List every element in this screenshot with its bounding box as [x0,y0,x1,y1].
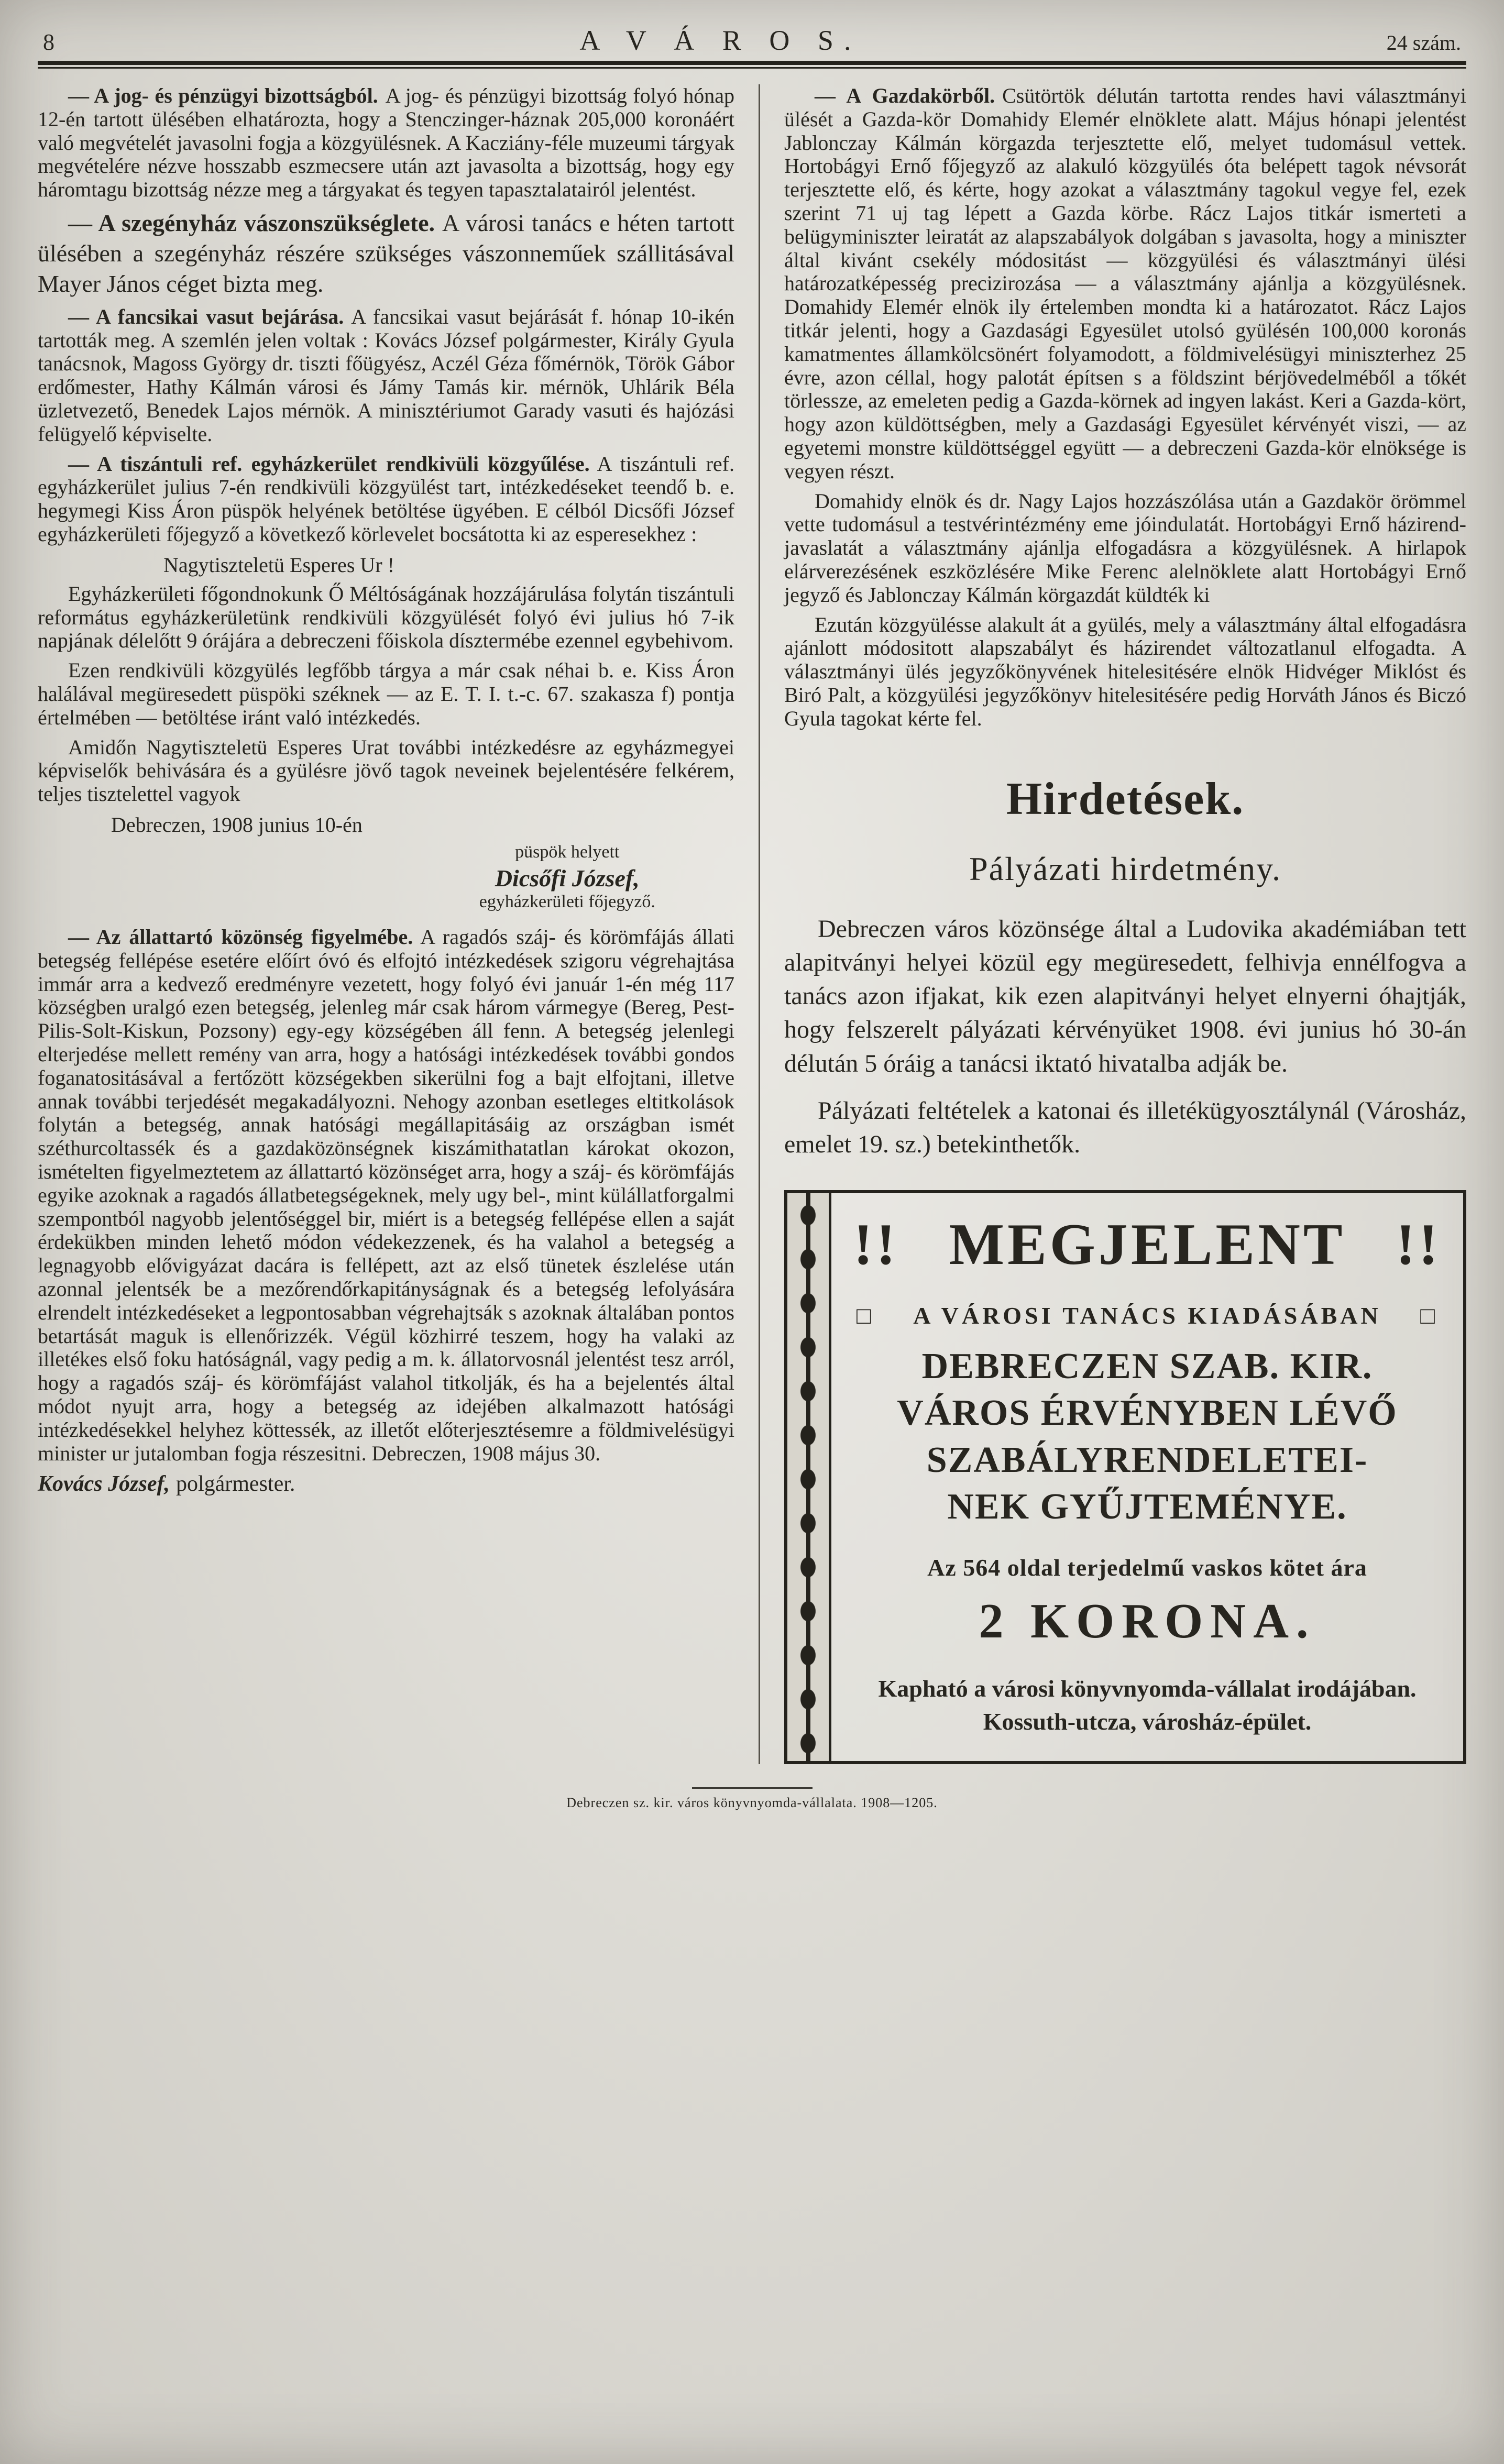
palyazat-title: Pályázati hirdetmény. [969,850,1281,887]
signature-role: püspök helyett [515,842,620,862]
availability-line: Kapható a városi könyvnyomda-vállalat irodájában. Kossuth-utcza, városház-épület. [878,1675,1417,1735]
square-bullet-icon: □ [857,1302,874,1329]
header-rule [38,61,1466,69]
advert-title-line: NEK GYŰJTEMÉNYE. [947,1487,1347,1527]
advert-title-line: DEBRECZEN SZAB. KIR. [921,1346,1373,1387]
article-body: Csütörtök délután tartotta rendes havi választmányi ülését a Gazda-kör Domahidy Elemér elnöklete alatt. Május hónapi jelentést Jablonczay Kálmán körgazda terjesztette elő, melyet tudomásul vettek. Hortobágyi Ernő főjegyző az alakuló közgyülés óta belépett tagok névsorát terjesztette elő, és kérte, hogy azokat a választmány tagokul vegye fel, ezek szerint 71 uj tag lépett a Gazda körbe. Rácz Lajos titkár ismerteti a belügyminiszter leiratát az alapszabályok dolgában s javasolta, hogy a miniszter által kivánt csekély módositást — közgyülési és választmányi ülési határozatképesség precizirozása — a választmány ajánlja a közgyülésnek. Domahidy Elemér elnök ily értelemben mondta ki a határozatot. Rácz Lajos titkár jelenti, hogy a Gazdasági Egyesület utolsó gyülésén 100,000 koronás kamatmentes államkölcsönért folyamodott, a földmivelésügyi miniszterhez 25 évre, azon céllal, hogy palotát építsen s a földszint bérjövedelméből a tőkét törlessze, az emeleten pedig a Gazda-körnek ad ingyen lakást. Keri a Gazda-kört, hogy azon küldöttségben, mely a Gazdasági Egyesület kérvényét viszi, — az egyetemi monstre küldöttséggel együtt — a debreczeni Gazda-kör elnöksége is vegyen részt. [784,84,1466,483]
circular-salutation: Nagytiszteletü Esperes Ur ! [163,553,394,577]
circular-letter [38,553,734,912]
signature-title: egyházkerületi főjegyző. [479,892,655,911]
article-lead: — A jog- és pénzügyi bizottságból. [68,84,378,107]
page-header [38,24,1466,57]
signature-name: Dicsőfi József, [495,864,640,892]
article-gazdakor-paragraph: Ezután közgyülésse alakult át a gyülés, mely a választmány által elfogadásra ajánlott módositott alapszabályt és házirendet változatlanul elfogadta. A választmányi ülés jegyzőkönyvének hitelesitésére elnök Hidvéger Miklóst és Biró Palt, a közgyülési jegyzőkönyv hitelesitésére pedig Horváth János és Biczó Gyula tagokat kérte fel. [784,612,1466,730]
article-egyhazkerulet [38,453,734,546]
article-body: A jog- és pénzügyi bizottság folyó hónap 12-én tartott ülésében elhatározta, hogy a Stenczinger-háznak 205,000 koronáért való megvételét javasolni fogja a közgyülésnek. A Kacziány-féle muzeumi tárgyak megvételére nézve hosszabb eszmecsere után azt javasolta a bizottság, hogy egy háromtagu bizottság nézze meg a tárgyakat és tegyen tapasztalatairól jelentést. [38,84,734,202]
article-lead: — A fancsikai vasut bejárása. [68,304,344,328]
price-line: 2 KORONA. [979,1594,1316,1649]
left-column [38,84,734,1764]
right-column [784,84,1466,1764]
article-penzugyi-bizottsag [38,84,734,202]
square-bullet-icon: □ [1420,1302,1438,1329]
ads-section-heading: Hirdetések. [1006,773,1245,824]
article-gazdakor [784,84,1466,483]
exclamation-right-icon: !! [1396,1212,1441,1277]
circular-paragraph: Ezen rendkivüli közgyülés legfőbb tárgya a már csak néhai b. e. Kiss Áron halálával megüresedett püspöki széknek — az E. T. I. t.-c. 67. szakasza f) pontja értelmében — betöltése iránt való intézkedés. [38,658,734,729]
palyazat-paragraph: Pályázati feltételek a katonai és illetékügyosztálynál (Városház, emelet 19. sz.) betekinthetők. [784,1097,1466,1159]
article-lead: — Az állattartó közönség figyelmébe. [68,925,413,949]
publisher-line: A VÁROSI TANÁCS KIADÁSÁBAN [913,1302,1381,1329]
signature-title: polgármester. [175,1472,295,1497]
volume-line: Az 564 oldal terjedelmű vaskos kötet ára [927,1554,1367,1581]
article-body: A tiszántuli ref. egyházkerület julius 7-én rendkivüli közgyülést tart, intézkedéseket teendő b. e. hegymegi Kiss Áron püspök helyének betöltése ügyében. E célból Dicsőfi József egyházkerületi főjegyző a következő körlevelet bocsátotta ki az esperesekhez : [38,452,734,546]
article-gazdakor-paragraph: Domahidy elnök és dr. Nagy Lajos hozzászólása után a Gazdakör örömmel vette tudomásul a testvérintézmény eme jóindulatát. Hortobágyi Ernő házirend-javaslatát a választmány ajánlja elfogadásra a közgyülésnek. A hirlapok elárverezésének eszközlésére Mike Ferenc alelnöklete alatt Hortobágyi Ernő jegyző és Jablonczay Kálmán körgazdát küldték ki [784,489,1466,607]
article-lead: — A Gazdakörből. [815,84,995,107]
article-lead: — A szegényház vászonszükséglete. [68,209,435,236]
imprint-footer [38,1787,1466,1811]
issue-number: 24 szám. [1386,31,1461,54]
article-body: A ragadós száj- és körömfájás állati betegség fellépése esetére előírt óvó és elfojtó intézkedések szigoru végrehajtása immár arra a kedvező eredményre vezetett, hogy folyó évi január 1-én még 117 községben uralgó ezen betegség, jelenleg már csak három vármegye (Bereg, Pest-Pilis-Solt-Kiskun, Pozsony) egy-egy községében áll fenn. A betegség jelenlegi elterjedése mellett remény van arra, hogy a hatósági intézkedések további gondos foganatositásával a fertőzött községekben sikerülni fog a bajt elfojtani, illetve annak további terjedését megakadályozni. Nehogy azonban esetleges eltitkolások folytán a betegség, annak hatósági megállapitásáig az országban ismét széthurcoltassék és a gazdaközönségnek kiszámithatatlan károkat okozon, ismételten figyelmeztetem az állattartó közönséget arra, hogy a száj- és körömfájás egyike azoknak a ragadós állatbetegségeknek, mely ugy bel-, mint külállatforgalmi szempontból nagyobb jelentőséggel bir, miért is a betegség fellépése ellen a saját érdekükben minden lehető módon védekezzenek, és ha valahol a betegség a legnagyobb elővigyázat dacára is fellépett, azt az első tünetek észlelése után azonnal jelentsék be a mezőrendőrkapitányságnak és a betegség lefolyására elrendelt intézkedéseket a legpontosabban végrehajtsák s azoknak általában pontos betartását maguk is ellenőrizzék. Végül közhirré teszem, hogy ha valaki az illetékes első foku hatóságnál, vagy pedig a m. k. állatorvosnál jelentést tesz arról, hogy a ragadós száj- és körömfájást valahol titkolják, és ha a bejelentés által módot nyujt arra, hogy a betegség az idejében alkalmazott hatósági intézkedésekkel helyhez köttessék, az illetőt előterjesztésemre a földmivelésügyi minister ur jutalomban fogja részesitni. Debreczen, 1908 május 30. [38,925,734,1465]
circular-dateline: Debreczen, 1908 junius 10-én [111,812,363,837]
article-fancsikai-vasut [38,305,734,446]
signature-block [400,842,734,912]
ornament-border-icon [787,1193,831,1761]
advert-title-line: SZABÁLYRENDELETEI- [926,1439,1368,1480]
advert-title [853,1343,1441,1531]
page-number: 8 [43,29,54,55]
notice-signature [38,1471,734,1497]
article-body: A fancsikai vasut bejárását f. hónap 10-ikén tartották meg. A szemlén jelen voltak : Kovács József polgármester, Király Gyula tanácsnok, Magoss György dr. tiszti főügyész, Aczél Géza főmérnök, Török Gábor erdőmester, Hathy Kálmán városi és Jámy Tamás kir. mérnök, Uhlárik Béla üzletvezető, Benedek Lajos mérnök. A minisztériumot Garady vasuti és hajózási felügyelő képviselte. [38,304,734,446]
advert-box [784,1190,1466,1764]
column-divider [759,84,760,1764]
masthead-title: A V Á R O S. [579,25,862,56]
advert-title-line: VÁROS ÉRVÉNYBEN LÉVŐ [897,1393,1398,1434]
exclamation-left-icon: !! [853,1212,899,1277]
page-columns [38,84,1466,1764]
palyazat-paragraph: Debreczen város közönsége által a Ludovika akadémiában tett alapitványi helyei közül egy megüresedett, felhivja ennélfogva a tanács azon ifjakat, kik ezen alapitványi helyet elnyerni óhajtják, hogy felszerelt pályázati kérvényüket 1908. évi junius hó 30-án délután 5 óráig a tanácsi iktató hivatalba adják be. [784,915,1466,1077]
circular-paragraph: Egyházkerületi főgondnokunk Ő Méltóságának hozzájárulása folytán tiszántuli református egyházkerületünk rendkivüli közgyülését folyó évi julius hó 7-ik napjának délelőtt 9 órájára a debreczeni főiskola dísztermébe ezennel egybehivom. [38,581,734,653]
circular-paragraph: Amidőn Nagytiszteletü Esperes Urat további intézkedésre az egyházmegyei képviselők behivására és a gyülésre jövő tagok neveinek bejelentésére felkérem, teljes tisztelettel vagyok [38,735,734,806]
article-szegenyhaz [38,208,734,299]
footer-imprint: Debreczen sz. kir. város könyvnyomda-vállalata. 1908—1205. [566,1795,938,1811]
footer-rule [692,1787,813,1789]
advert-headline: MEGJELENT [949,1212,1346,1277]
article-body: A városi tanács e héten tartott ülésében a szegényház részére szükséges vászonneműek szállitásával Mayer János céget bizta meg. [38,209,735,297]
advert-headline-row [853,1211,1441,1279]
signature-name: Kovács József, [38,1472,170,1497]
publisher-row [857,1302,1438,1329]
article-allattarto [38,926,734,1465]
advert-content [831,1193,1463,1761]
article-lead: — A tiszántuli ref. egyházkerület rendkivüli közgyűlése. [68,452,590,476]
